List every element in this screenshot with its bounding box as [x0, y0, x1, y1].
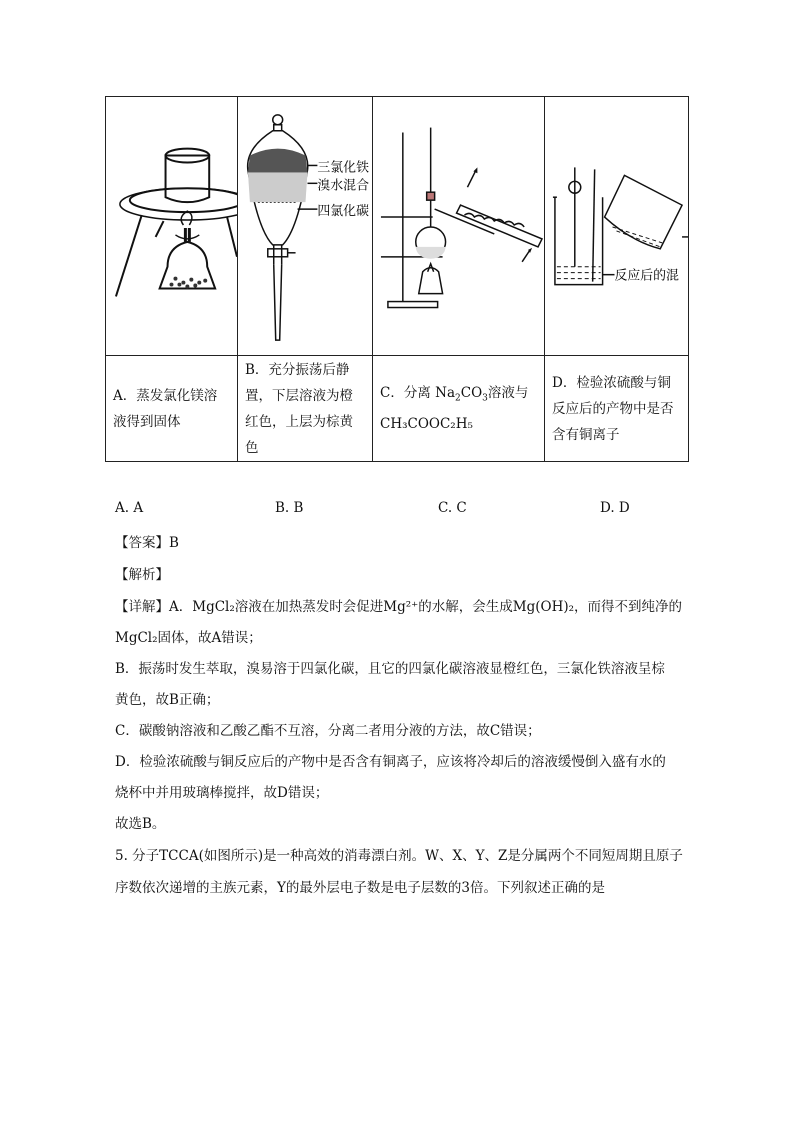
detail-a-line2: MgCl₂固体，故A错误； — [115, 630, 262, 646]
caption-d: D．检验浓硫酸与铜反应后的产物中是否含有铜离子 — [545, 356, 689, 462]
caption-c: C．分离 $Na_2CO_3$溶液与 CH₃COOC₂H₅ — [373, 356, 545, 462]
analysis-title: 【解析】 — [115, 567, 169, 583]
option-d[interactable]: D. D — [600, 500, 630, 516]
detail-a-line1: 【详解】A．MgCl₂溶液在加热蒸发时会促进Mg²⁺的水解，会生成Mg(OH)₂，而得不到纯净的 — [115, 599, 683, 615]
label-fecl3: 三氯化铁 — [317, 160, 369, 176]
distillation-apparatus-diagram — [373, 97, 544, 355]
label-ccl4: 四氯化碳 — [317, 204, 369, 220]
figure-a-evaporation — [106, 97, 238, 356]
question-table — [105, 96, 689, 462]
figure-c-distillation — [373, 97, 545, 356]
question5-line1: 5. 分子TCCA(如图所示)是一种高效的消毒漂白剂。W、X、Y、Z是分属两个不同短周期且原子 — [115, 848, 683, 864]
detail-d-line2: 烧杯中并用玻璃棒搅拌，故D错误； — [115, 785, 329, 801]
label-bromine-water: 溴水混合 — [317, 178, 369, 194]
caption-a: A．蒸发氯化镁溶液得到固体 — [106, 356, 238, 462]
figure-d-beaker-pouring — [545, 97, 689, 356]
detail-b-line2: 黄色，故B正确； — [115, 692, 220, 708]
option-c[interactable]: C. C — [438, 500, 467, 516]
detail-b-line1: B．振荡时发生萃取，溴易溶于四氯化碳，且它的四氯化碳溶液显橙红色，三氯化铁溶液呈棕 — [115, 661, 665, 677]
conclusion: 故选B。 — [115, 816, 166, 832]
detail-d-line1: D．检验浓硫酸与铜反应后的产物中是否含有铜离子，应该将冷却后的溶液缓慢倒入盛有水的 — [115, 754, 666, 770]
label-reaction-mixture: 反应后的混 — [614, 268, 679, 284]
detail-c: C．碳酸钠溶液和乙酸乙酯不互溶，分离二者用分液的方法，故C错误； — [115, 723, 541, 739]
question5-line2: 序数依次递增的主族元素，Y的最外层电子数是电子层数的3倍。下列叙述正确的是 — [115, 880, 606, 896]
option-a[interactable]: A. A — [115, 500, 144, 516]
answer-line: 【答案】B — [115, 535, 179, 551]
figure-b-separatory-funnel — [238, 97, 373, 356]
caption-b: B．充分振荡后静置，下层溶液为橙红色，上层为棕黄色 — [238, 356, 373, 462]
evaporating-dish-tripod-diagram — [106, 97, 237, 355]
option-b[interactable]: B. B — [275, 500, 304, 516]
beaker-pouring-diagram — [545, 97, 688, 355]
separatory-funnel-diagram — [238, 97, 372, 355]
